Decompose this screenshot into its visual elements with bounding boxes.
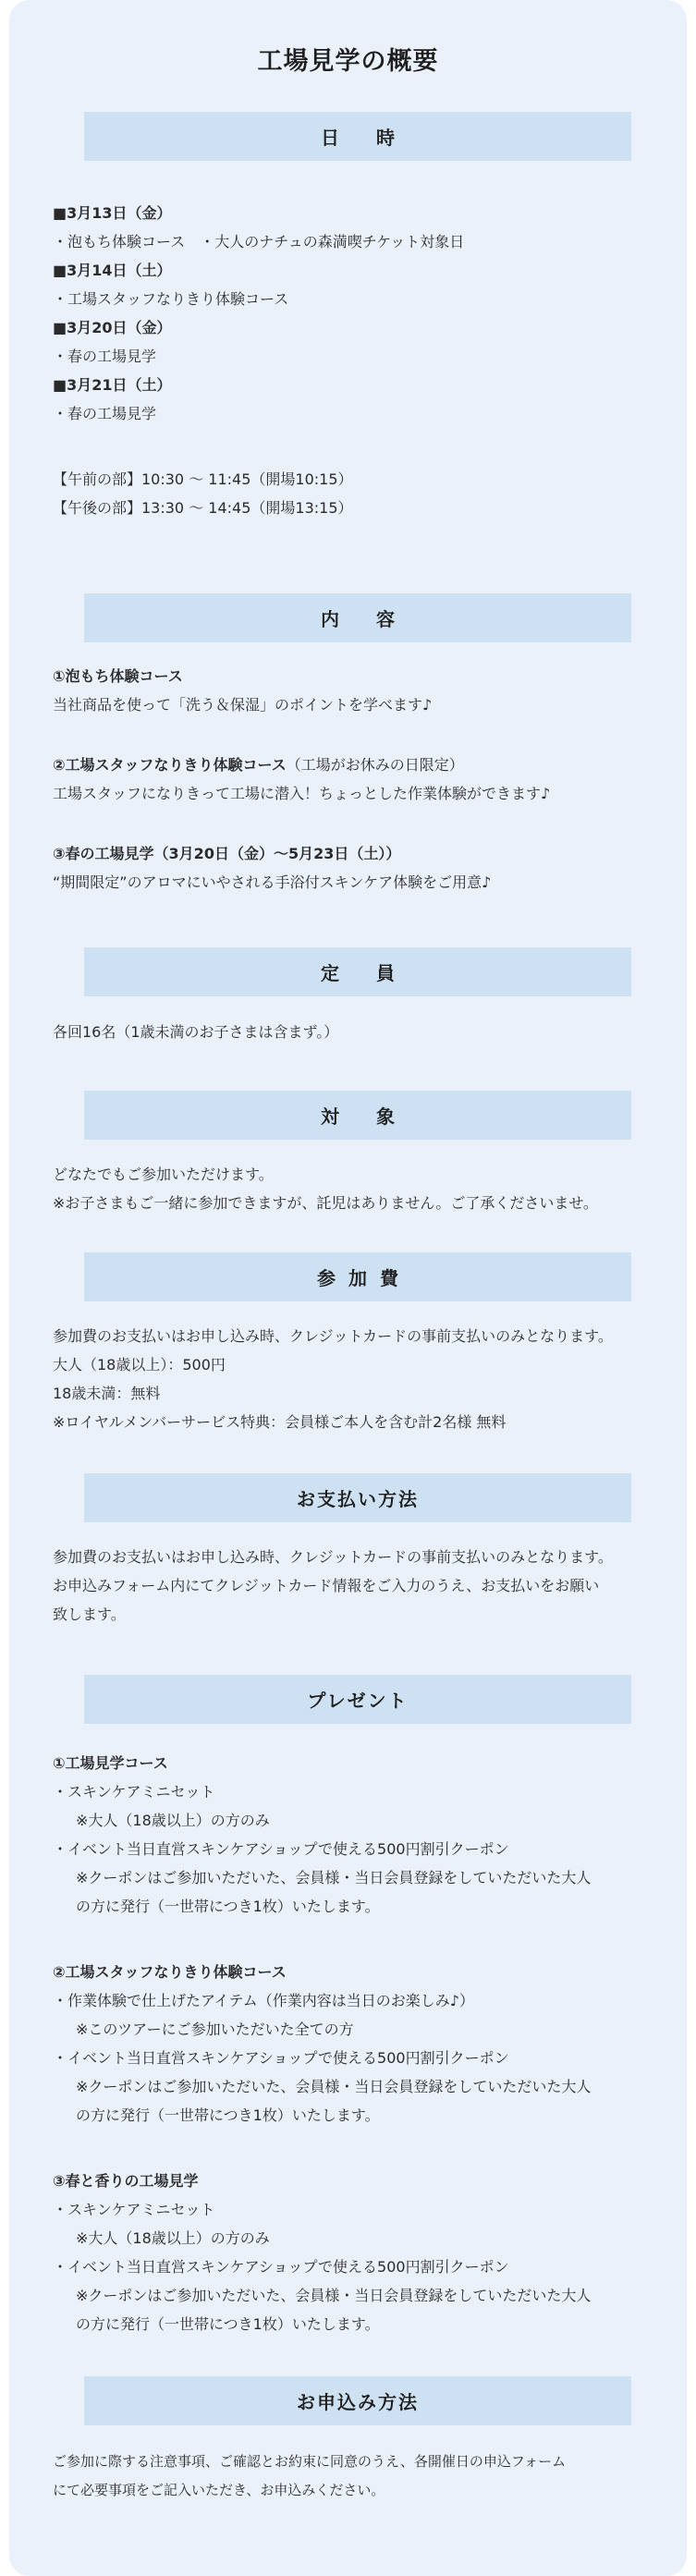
section-header-fee: 参加費 (84, 1252, 631, 1301)
payment-text-block (53, 1543, 681, 1629)
page-title: 工場見学の概要 (257, 47, 439, 76)
payment-line: お申込みフォーム内にてクレジットカード情報をご入力のうえ、お支払いをお願い (53, 1577, 600, 1594)
overview-card (9, 0, 687, 2576)
schedule-course: ・工場スタッフなりきり体験コース (53, 290, 289, 308)
section-header-capacity: 定員 (84, 947, 631, 996)
content-item-desc: 工場スタッフになりきって工場に潜入！ちょっとした作業体験ができます♪ (53, 785, 551, 802)
present-note: ※クーポンはご参加いただいた、会員様・当日会員登録をしていただいた大人 (76, 1869, 592, 1886)
apply-line: にて必要事項をご記入いただき、お申込みください。 (53, 2482, 385, 2498)
fee-line: 18歳未満：無料 (53, 1385, 161, 1402)
schedule-date: ■3月14日（土） (53, 262, 172, 279)
fee-line: 大人（18歳以上）：500円 (53, 1356, 226, 1373)
present-note: の方に発行（一世帯につき1枚）いたします。 (76, 1898, 380, 1915)
present-group (53, 1749, 681, 1921)
schedule-list (53, 199, 681, 428)
target-line: ※お子さまもご一緒に参加できますが、託児はありません。ご了承くださいませ。 (53, 1194, 598, 1212)
content-item-note: （工場がお休みの日限定） (286, 756, 464, 774)
present-note: ※大人（18歳以上）の方のみ (76, 1812, 270, 1829)
content-item-title: ③春の工場見学（3月20日（金）～5月23日（土）） (53, 845, 401, 862)
present-note: ※クーポンはご参加いただいた、会員様・当日会員登録をしていただいた大人 (76, 2078, 592, 2095)
present-note: ※大人（18歳以上）の方のみ (76, 2229, 270, 2247)
present-group (53, 1958, 681, 2130)
payment-line: 参加費のお支払いはお申し込み時、クレジットカードの事前支払いのみとなります。 (53, 1548, 613, 1566)
schedule-times (53, 465, 681, 522)
fee-line: 参加費のお支払いはお申し込み時、クレジットカードの事前支払いのみとなります。 (53, 1327, 613, 1345)
fee-text-block (53, 1322, 681, 1436)
payment-line: 致します。 (53, 1605, 126, 1623)
section-header-apply: お申込み方法 (84, 2376, 631, 2425)
present-group-title: ②工場スタッフなりきり体験コース (53, 1963, 287, 1981)
present-group-title: ③春と香りの工場見学 (53, 2172, 199, 2190)
present-item: ・スキンケアミニセット (53, 2201, 215, 2218)
content-item-title: ②工場スタッフなりきり体験コース (53, 756, 287, 774)
present-item: ・イベント当日直営スキンケアショップで使える500円割引クーポン (53, 2049, 509, 2067)
schedule-date: ■3月13日（金） (53, 204, 172, 222)
capacity-text-block (53, 1018, 681, 1046)
content-item (53, 839, 681, 897)
present-group (53, 2167, 681, 2338)
section-header-content: 内容 (84, 593, 631, 642)
present-note: ※クーポンはご参加いただいた、会員様・当日会員登録をしていただいた大人 (76, 2287, 592, 2304)
target-text-block (53, 1160, 681, 1217)
section-header-schedule: 日時 (84, 112, 631, 161)
schedule-course: ・春の工場見学 (53, 405, 157, 422)
present-item: ・スキンケアミニセット (53, 1783, 215, 1801)
schedule-course: ・春の工場見学 (53, 348, 157, 365)
schedule-course: ・泡もち体験コース ・大人のナチュの森満喫チケット対象日 (53, 233, 465, 250)
section-header-target: 対象 (84, 1091, 631, 1140)
schedule-date: ■3月20日（金） (53, 319, 172, 336)
content-item-desc: “期間限定”のアロマにいやされる手浴付スキンケア体験をご用意♪ (53, 873, 492, 891)
content-item (53, 662, 681, 719)
time-slot-afternoon: 【午後の部】13:30 ～ 14:45（開場13:15） (53, 499, 353, 517)
target-line: どなたでもご参加いただけます。 (53, 1166, 274, 1183)
present-note: ※このツアーにご参加いただいた全ての方 (76, 2021, 354, 2038)
present-note: の方に発行（一世帯につき1枚）いたします。 (76, 2106, 380, 2124)
schedule-date: ■3月21日（土） (53, 376, 172, 394)
fee-line: ※ロイヤルメンバーサービス特典：会員様ご本人を含む計2名様 無料 (53, 1413, 507, 1431)
capacity-text: 各回16名（1歳未満のお子さまは含まず。） (53, 1023, 339, 1041)
present-group-title: ①工場見学コース (53, 1754, 168, 1772)
present-item: ・イベント当日直営スキンケアショップで使える500円割引クーポン (53, 1840, 509, 1858)
time-slot-morning: 【午前の部】10:30 ～ 11:45（開場10:15） (53, 470, 353, 488)
content-item-title: ①泡もち体験コース (53, 667, 183, 685)
apply-line: ご参加に際する注意事項、ご確認とお約束に同意のうえ、各開催日の申込フォーム (53, 2453, 567, 2470)
present-item: ・イベント当日直営スキンケアショップで使える500円割引クーポン (53, 2258, 509, 2276)
content-item (53, 751, 681, 808)
apply-text-block (53, 2448, 681, 2505)
section-header-present: プレゼント (84, 1675, 631, 1724)
present-item: ・作業体験で仕上げたアイテム（作業内容は当日のお楽しみ♪） (53, 1992, 474, 2009)
present-note: の方に発行（一世帯につき1枚）いたします。 (76, 2315, 380, 2333)
section-header-payment: お支払い方法 (84, 1473, 631, 1522)
content-item-desc: 当社商品を使って「洗う＆保湿」のポイントを学べます♪ (53, 696, 433, 714)
